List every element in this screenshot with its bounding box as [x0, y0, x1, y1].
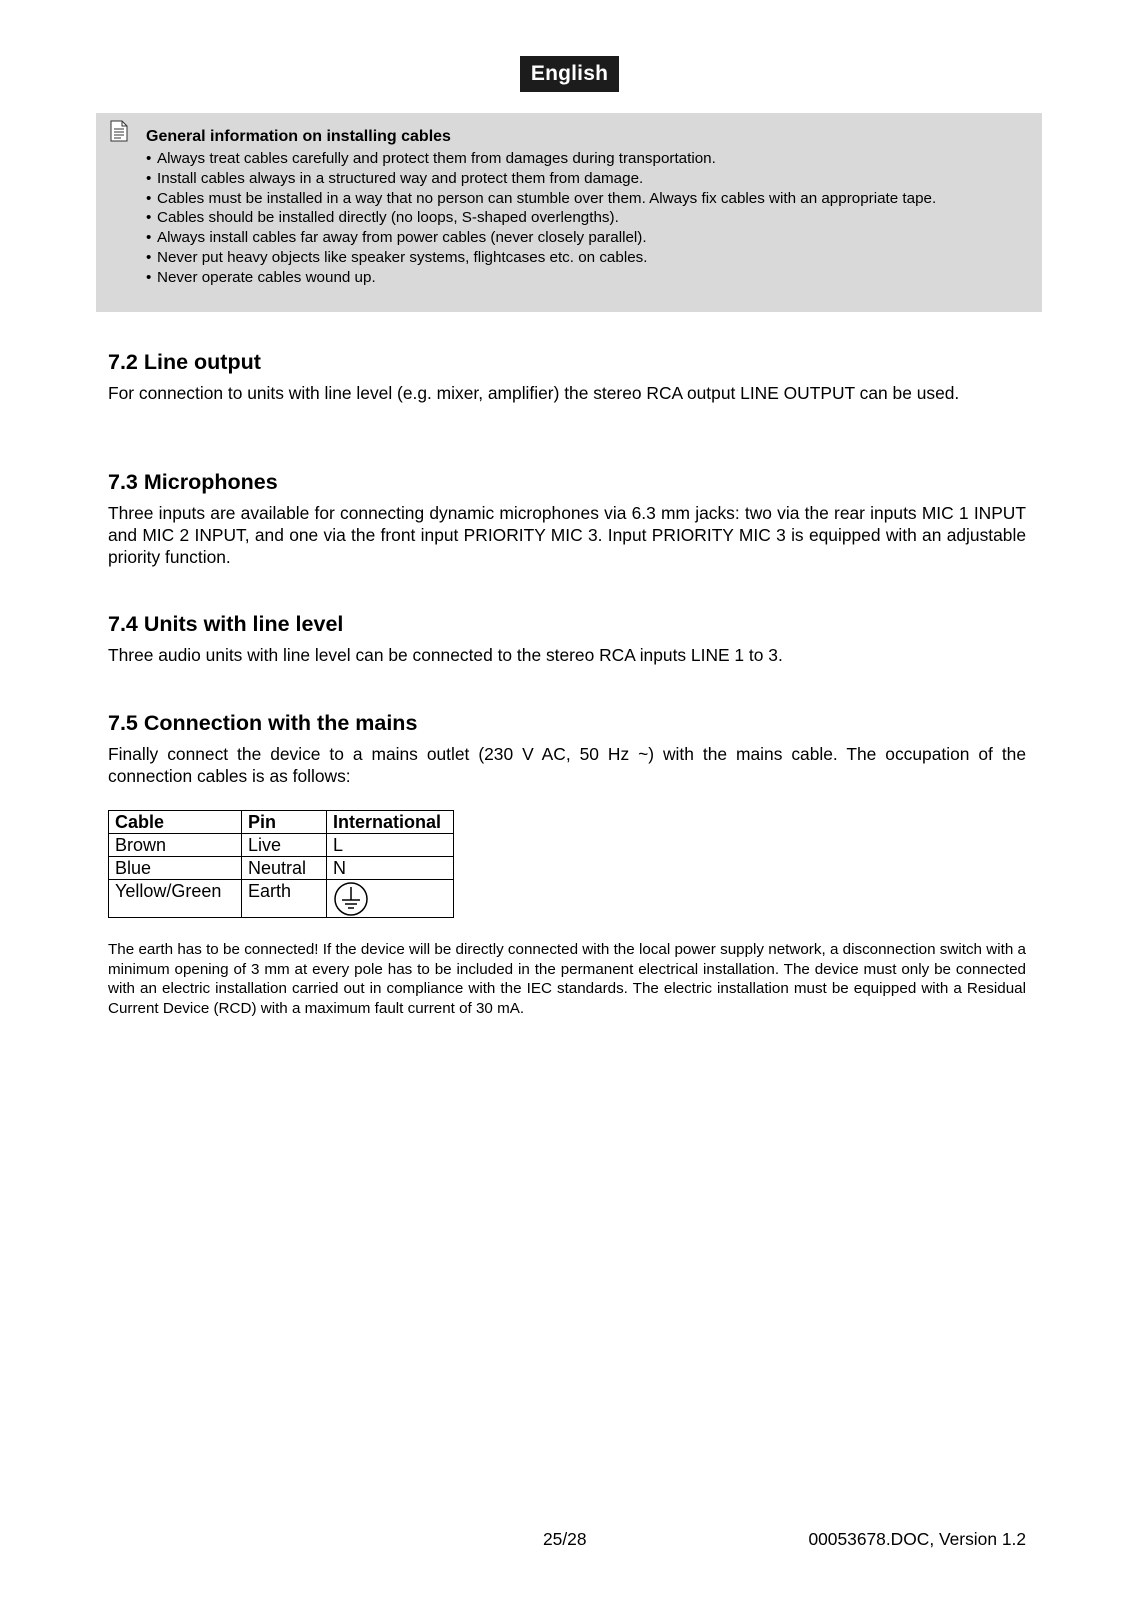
- table-cell: L: [327, 834, 454, 857]
- bullet: •: [146, 169, 152, 187]
- document-version: 00053678.DOC, Version 1.2: [808, 1529, 1026, 1549]
- info-box-title: General information on installing cables: [146, 128, 451, 145]
- list-item: • Never put heavy objects like speaker systems, flightcases etc. on cables.: [146, 248, 648, 266]
- table-header-cable: Cable: [109, 811, 242, 834]
- language-badge: English: [520, 56, 619, 92]
- list-item: • Cables should be installed directly (no loops, S-shaped overlengths).: [146, 209, 619, 227]
- table-cell: Blue: [109, 857, 242, 880]
- section-title-microphones: 7.3 Microphones: [108, 470, 278, 494]
- bullet: •: [146, 248, 152, 266]
- section-title-line-level: 7.4 Units with line level: [108, 612, 344, 636]
- cable-info-box: [96, 113, 1042, 312]
- table-row: [109, 857, 454, 880]
- list-item: • Never operate cables wound up.: [146, 268, 376, 286]
- section-text-microphones: Three inputs are available for connecting dynamic microphones via 6.3 mm jacks: two via the rear inputs MIC 1 INPUT and MIC 2 INPUT, and one via the front input PRIORITY MIC 3. Input PRIORITY MIC 3 is equipped with an adjustable priority function.: [108, 503, 1026, 567]
- table-header-row: [109, 811, 454, 834]
- table-cell: Yellow/Green: [109, 880, 242, 918]
- note-icon: [110, 120, 128, 142]
- mains-cable-table: [108, 810, 454, 918]
- table-row: [109, 880, 454, 918]
- table-cell: Live: [242, 834, 327, 857]
- table-cell: N: [327, 857, 454, 880]
- section-text-mains: Finally connect the device to a mains outlet (230 V AC, 50 Hz ~) with the mains cable. The occupation of the connection cables is as follows:: [108, 744, 1026, 786]
- bullet: •: [146, 209, 152, 227]
- section-title-line-output: 7.2 Line output: [108, 350, 261, 374]
- section-text-line-output: For connection to units with line level (e.g. mixer, amplifier) the stereo RCA output LINE OUTPUT can be used.: [108, 383, 960, 403]
- table-cell-earth: [327, 880, 454, 918]
- bullet: •: [146, 189, 152, 207]
- earth-safety-note: The earth has to be connected! If the device will be directly connected with the local power supply network, a disconnection switch with a minimum opening of 3 mm at every pole has to be included in the permanent electrical installation. The device must only be connected with an electric installation carried out in compliance with the IEC standards. The electric installation must be equipped with a Residual Current Device (RCD) with a maximum fault current of 30 mA.: [108, 941, 1026, 1018]
- table-header-international: International: [327, 811, 454, 834]
- table-header-pin: Pin: [242, 811, 327, 834]
- table-row: [109, 834, 454, 857]
- list-item: • Install cables always in a structured way and protect them from damage.: [146, 169, 644, 187]
- bullet: •: [146, 150, 152, 167]
- info-box-list: [146, 149, 1022, 288]
- page-number: 25/28: [543, 1529, 587, 1549]
- list-item: • Always install cables far away from power cables (never closely parallel).: [146, 229, 647, 247]
- table-cell: Neutral: [242, 857, 327, 880]
- section-title-mains: 7.5 Connection with the mains: [108, 711, 418, 735]
- table-cell: Brown: [109, 834, 242, 857]
- table-cell: Earth: [242, 880, 327, 918]
- list-item: • Cables must be installed in a way that no person can stumble over them. Always fix cables with an appropriate tape.: [146, 189, 937, 207]
- bullet: •: [146, 268, 152, 286]
- section-text-line-level: Three audio units with line level can be connected to the stereo RCA inputs LINE 1 to 3.: [108, 645, 783, 665]
- protective-earth-icon: [333, 881, 369, 917]
- list-item: • Always treat cables carefully and protect them from damages during transportation.: [146, 150, 716, 167]
- bullet: •: [146, 229, 152, 247]
